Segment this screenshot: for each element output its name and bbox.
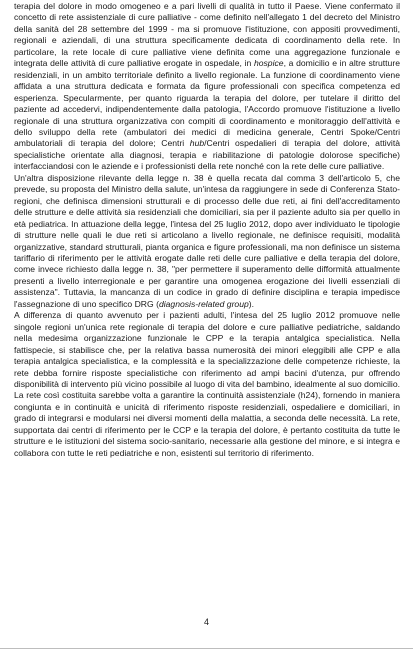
text-run: A differenza di quanto avvenuto per i pazienti adulti, l'intesa del 25 luglio 2012 promuove nelle singole regioni un'unica rete regionale di terapia del dolore e cure palliative pediatriche, saldando nella medesima organizzazione funzionale le CPP e la terapia antalgica specialistica. Nella fattispecie, si stabilisce che, per la relativa bassa numerosità dei minori eleggibili alle CPP e alla terapia antalgica specialistica, e la complessità e la specializzazione delle competenze richieste, la rete debba fornire risposte specialistiche con riferimento ad ampi bacini d'utenza, pur offrendo disponibilità di intervento più vicino possibile al luogo di vita del bambino, idealmente al suo domicilio. La rete così costituita sarebbe volta a garantire la continuità assistenziale (h24), fornendo in maniera congiunta e in continuità e unicità di riferimento risposte residenziali, ospedaliere e domiciliari, in grado di integrarsi e modularsi nei diversi momenti della malattia, a seconda delle necessità. La rete, supportata dai centri di riferimento per le CCP e la terapia del dolore, è pertanto costituita da tutte le strutture e le istituzioni del sistema socio-sanitario, necessarie alla gestione del minore, e si integra e collabora con tutte le reti pediatriche e non, esistenti sul territorio di riferimento.: [14, 310, 400, 458]
italic-term: hospice: [253, 58, 284, 69]
body-text: [14, 1, 400, 459]
text-run: , a domicilio e in altre strutture residenziali, in un ambito territoriale definito a livello regionale. La funzione di coordinamento viene affidata a una struttura dedicata e formata da figure professionali con specifica competenza ed esperienza. Specularmente, per quanto riguarda la terapia del dolore, per tutelare il diritto del paziente ad accedervi, indipendentemente dalla patologia, l'Accordo promuove l'istituzione a livello regionale di una struttura organizzativa con compiti di coordinamento e monitoraggio dell'attività e dello sviluppo della rete (ambulatori dei medici di medicina generale, Centri Spoke/Centri ambulatoriali di terapia del dolore; Centri: [14, 58, 400, 149]
paragraph: [14, 310, 400, 459]
paragraph: [14, 173, 400, 310]
text-run: ).: [248, 298, 255, 309]
italic-term: hub: [189, 138, 205, 149]
text-run: /Centri ospedalieri di terapia del dolore, attività specialistiche orientate alla diagnosi, terapia e riabilitazione di patologie dolorose specifiche) interfacciandosi con le aziende e i professionisti della rete nonché con la rete delle cure palliative.: [14, 138, 400, 172]
italic-term: diagnosis-related group: [158, 298, 249, 309]
paragraph: [14, 1, 400, 173]
page-bottom-edge: [0, 648, 413, 649]
text-run: terapia del dolore in modo omogeneo e a pari livelli di qualità in tutto il Paese. Viene confermato il concetto di rete assistenziale di cure palliative - come definito nell'allegato 1 del decreto del Ministro della sanità del 28 settembre del 1999 - ma si promuove l'istituzione, con appositi provvedimenti, regionali e aziendali, di una struttura specificamente dedicata di coordinamento della rete. In particolare, la rete locale di cure palliative viene definita come una aggregazione funzionale e integrata delle attività di cure palliative erogate in ospedale, in: [14, 1, 400, 69]
text-run: Un'altra disposizione rilevante della legge n. 38 è quella recata dal comma 3 dell'articolo 5, che prevede, su proposta del Ministro della salute, un'intesa da raggiungere in sede di Conferenza Stato-regioni, che definisca dimensioni strutturali e di processo delle due reti, ai fini dell'accreditamento delle strutture e delle attività sia residenziali che domiciliari, sia per il paziente adulto sia per quello in età pediatrica. In attuazione della legge, l'intesa del 25 luglio 2012, dopo aver individuato le tipologie di strutture nelle quali le due reti si articolano a livello regionale, ne definisce requisiti, modalità organizzative, standard strutturali, pianta organica e figure professionali, ma non definisce un sistema tariffario di riferimento per le attività erogate dalle reti delle cure palliative e della terapia del dolore, come invece richiesto dalla legge n. 38, "per permettere il superamento delle difformità attualmente presenti a livello interregionale e per garantire una omogenea erogazione dei livelli essenziali di assistenza". Tuttavia, la mancanza di un codice in grado di definire disciplina e terapia impedisce l'assegnazione di uno specifico DRG (: [14, 172, 400, 309]
page-number: 4: [203, 617, 209, 627]
